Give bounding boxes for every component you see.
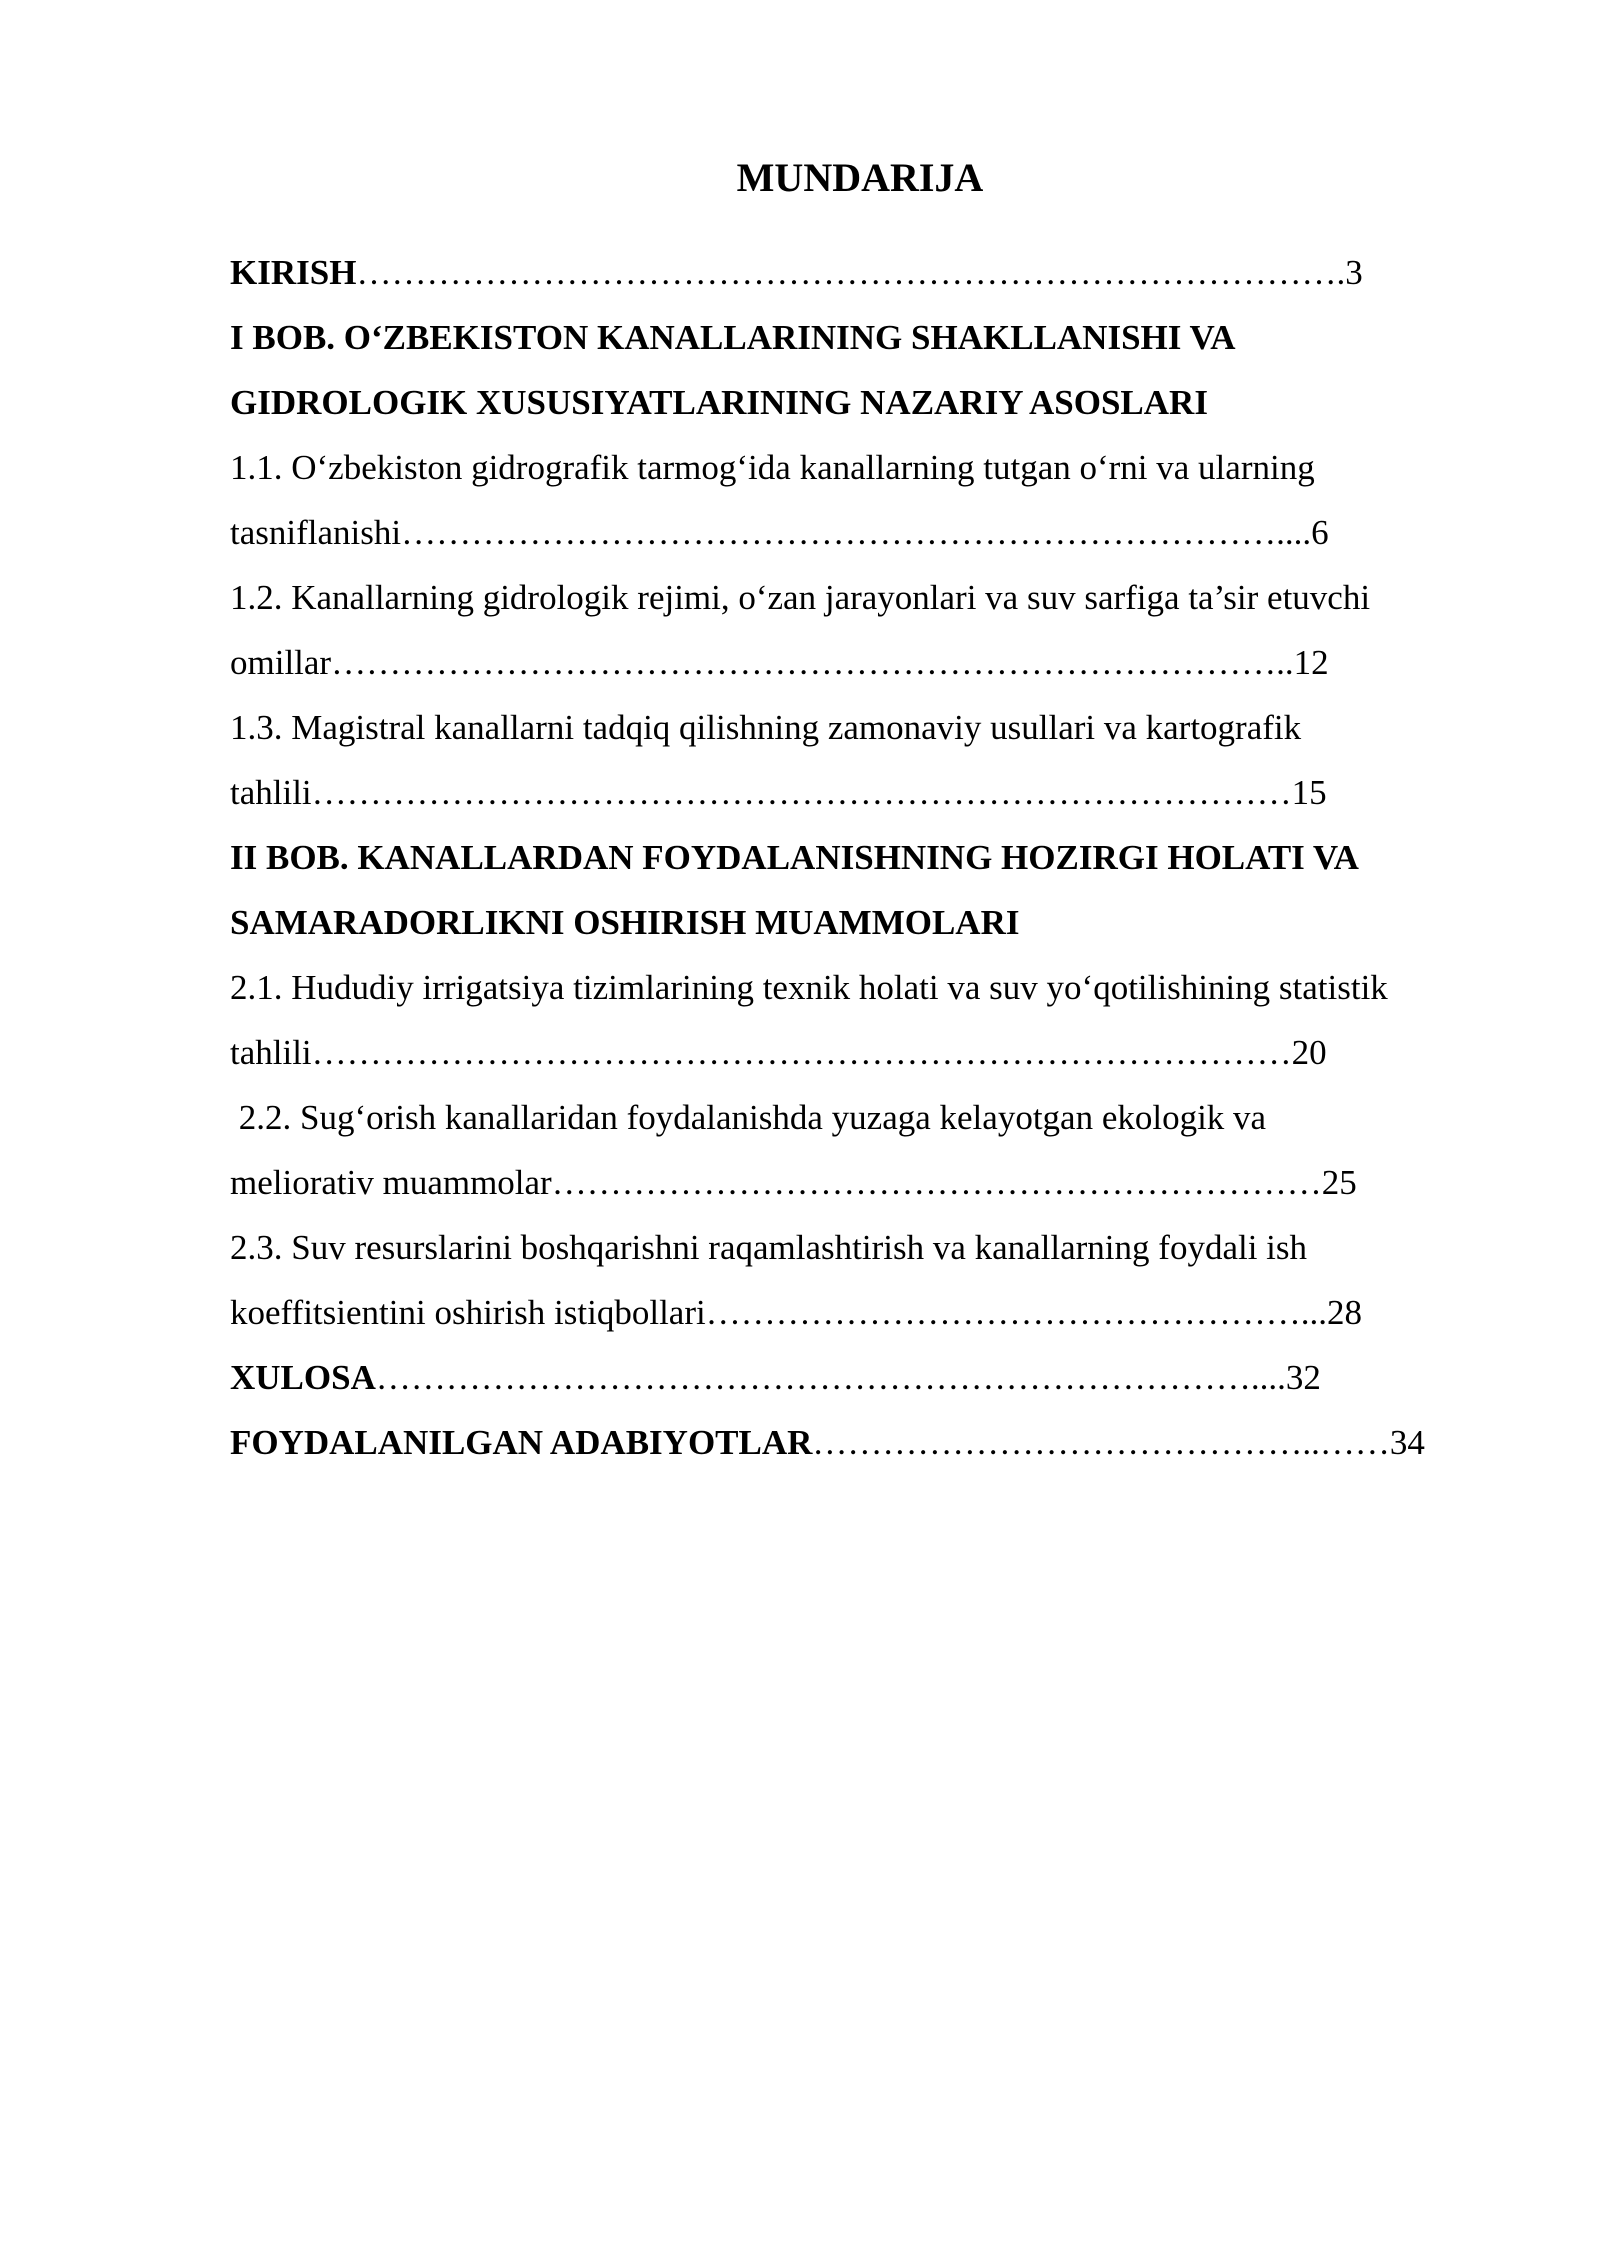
toc-leader-dots: ………………………………………………………………………… [311,773,1292,812]
toc-leader-dots: …………………………………………………………………………. [356,253,1346,292]
toc-entry-title: 2.3. Suv resurslarini boshqarishni raqamlashtirish va kanallarning foydali ish [230,1228,1308,1267]
toc-leader-dots: ……………………………………..…… [812,1423,1390,1462]
toc-page-number: 3 [1345,253,1363,292]
toc-entry-title: 1.1. O‘zbekiston gidrografik tarmog‘ida kanallarning tutgan o‘rni va ularning [230,448,1315,487]
toc-leader-dots: ………………………………………………………… [551,1163,1322,1202]
toc-entry-1-3 [230,695,1500,760]
toc-entry-title: FOYDALANILGAN ADABIYOTLAR [230,1423,813,1462]
toc-entry-title: 1.3. Magistral kanallarni tadqiq qilishning zamonaviy usullari va kartografik [230,708,1302,747]
toc-entry-1-2 [230,565,1500,630]
table-of-contents [230,240,1500,1475]
toc-entry-title: 2.2. Sug‘orish kanallaridan foydalanishda yuzaga kelayotgan ekologik va [230,1098,1267,1137]
toc-entry-2-1 [230,955,1500,1020]
toc-chapter-2-heading-cont [230,890,1500,955]
toc-chapter-1-heading [230,305,1500,370]
toc-entry-title: KIRISH [230,253,357,292]
toc-entry-2-3 [230,1215,1500,1280]
toc-entry-title: 1.2. Kanallarning gidrologik rejimi, o‘zan jarayonlari va suv sarfiga ta’sir etuvchi [230,578,1371,617]
toc-entry-title: koeffitsientini oshirish istiqbollari [230,1293,706,1332]
toc-entry-title: meliorativ muammolar [230,1163,552,1202]
toc-leader-dots: ……………………………………………... [705,1293,1327,1332]
toc-entry-1-1-cont [230,500,1500,565]
toc-entry-title: I BOB. O‘ZBEKISTON KANALLARINING SHAKLLANISHI VA [230,318,1236,357]
toc-entry-title: XULOSA [230,1358,376,1397]
toc-entry-1-3-cont [230,760,1500,825]
toc-page-number: 20 [1291,1033,1327,1072]
toc-page-number: 28 [1326,1293,1362,1332]
toc-entry-title: SAMARADORLIKNI OSHIRISH MUAMMOLARI [230,903,1020,942]
toc-chapter-1-heading-cont [230,370,1500,435]
toc-leader-dots: ………………………………………………………………………… [311,1033,1292,1072]
toc-entry-adabiyotlar [230,1410,1500,1475]
toc-page-number: 15 [1291,773,1327,812]
toc-page-number: 34 [1389,1423,1425,1462]
toc-entry-1-1 [230,435,1500,500]
page-title: MUNDARIJA [736,155,984,200]
toc-entry-xulosa [230,1345,1500,1410]
toc-entry-2-3-cont [230,1280,1500,1345]
toc-entry-title: GIDROLOGIK XUSUSIYATLARINING NAZARIY ASOSLARI [230,383,1208,422]
toc-entry-kirish [230,240,1500,305]
toc-entry-title: omillar [230,643,332,682]
toc-leader-dots: ……………………………………………………………………….. [331,643,1294,682]
toc-entry-2-2-cont [230,1150,1500,1215]
toc-entry-2-2 [230,1085,1500,1150]
toc-leader-dots: ………………………………………………………………….... [375,1358,1286,1397]
toc-chapter-2-heading [230,825,1500,890]
toc-entry-title: tahlili [230,1033,312,1072]
toc-page-number: 12 [1293,643,1329,682]
toc-entry-2-1-cont [230,1020,1500,1085]
toc-leader-dots: ………………………………………………………………….... [401,513,1312,552]
toc-page-number: 6 [1311,513,1329,552]
toc-page-number: 32 [1285,1358,1321,1397]
toc-entry-title: II BOB. KANALLARDAN FOYDALANISHNING HOZIRGI HOLATI VA [230,838,1359,877]
toc-entry-title: tahlili [230,773,312,812]
toc-entry-1-2-cont [230,630,1500,695]
toc-page-number: 25 [1321,1163,1357,1202]
toc-entry-title: tasniflanishi [230,513,402,552]
toc-entry-title: 2.1. Hududiy irrigatsiya tizimlarining texnik holati va suv yo‘qotilishining statistik [230,968,1388,1007]
